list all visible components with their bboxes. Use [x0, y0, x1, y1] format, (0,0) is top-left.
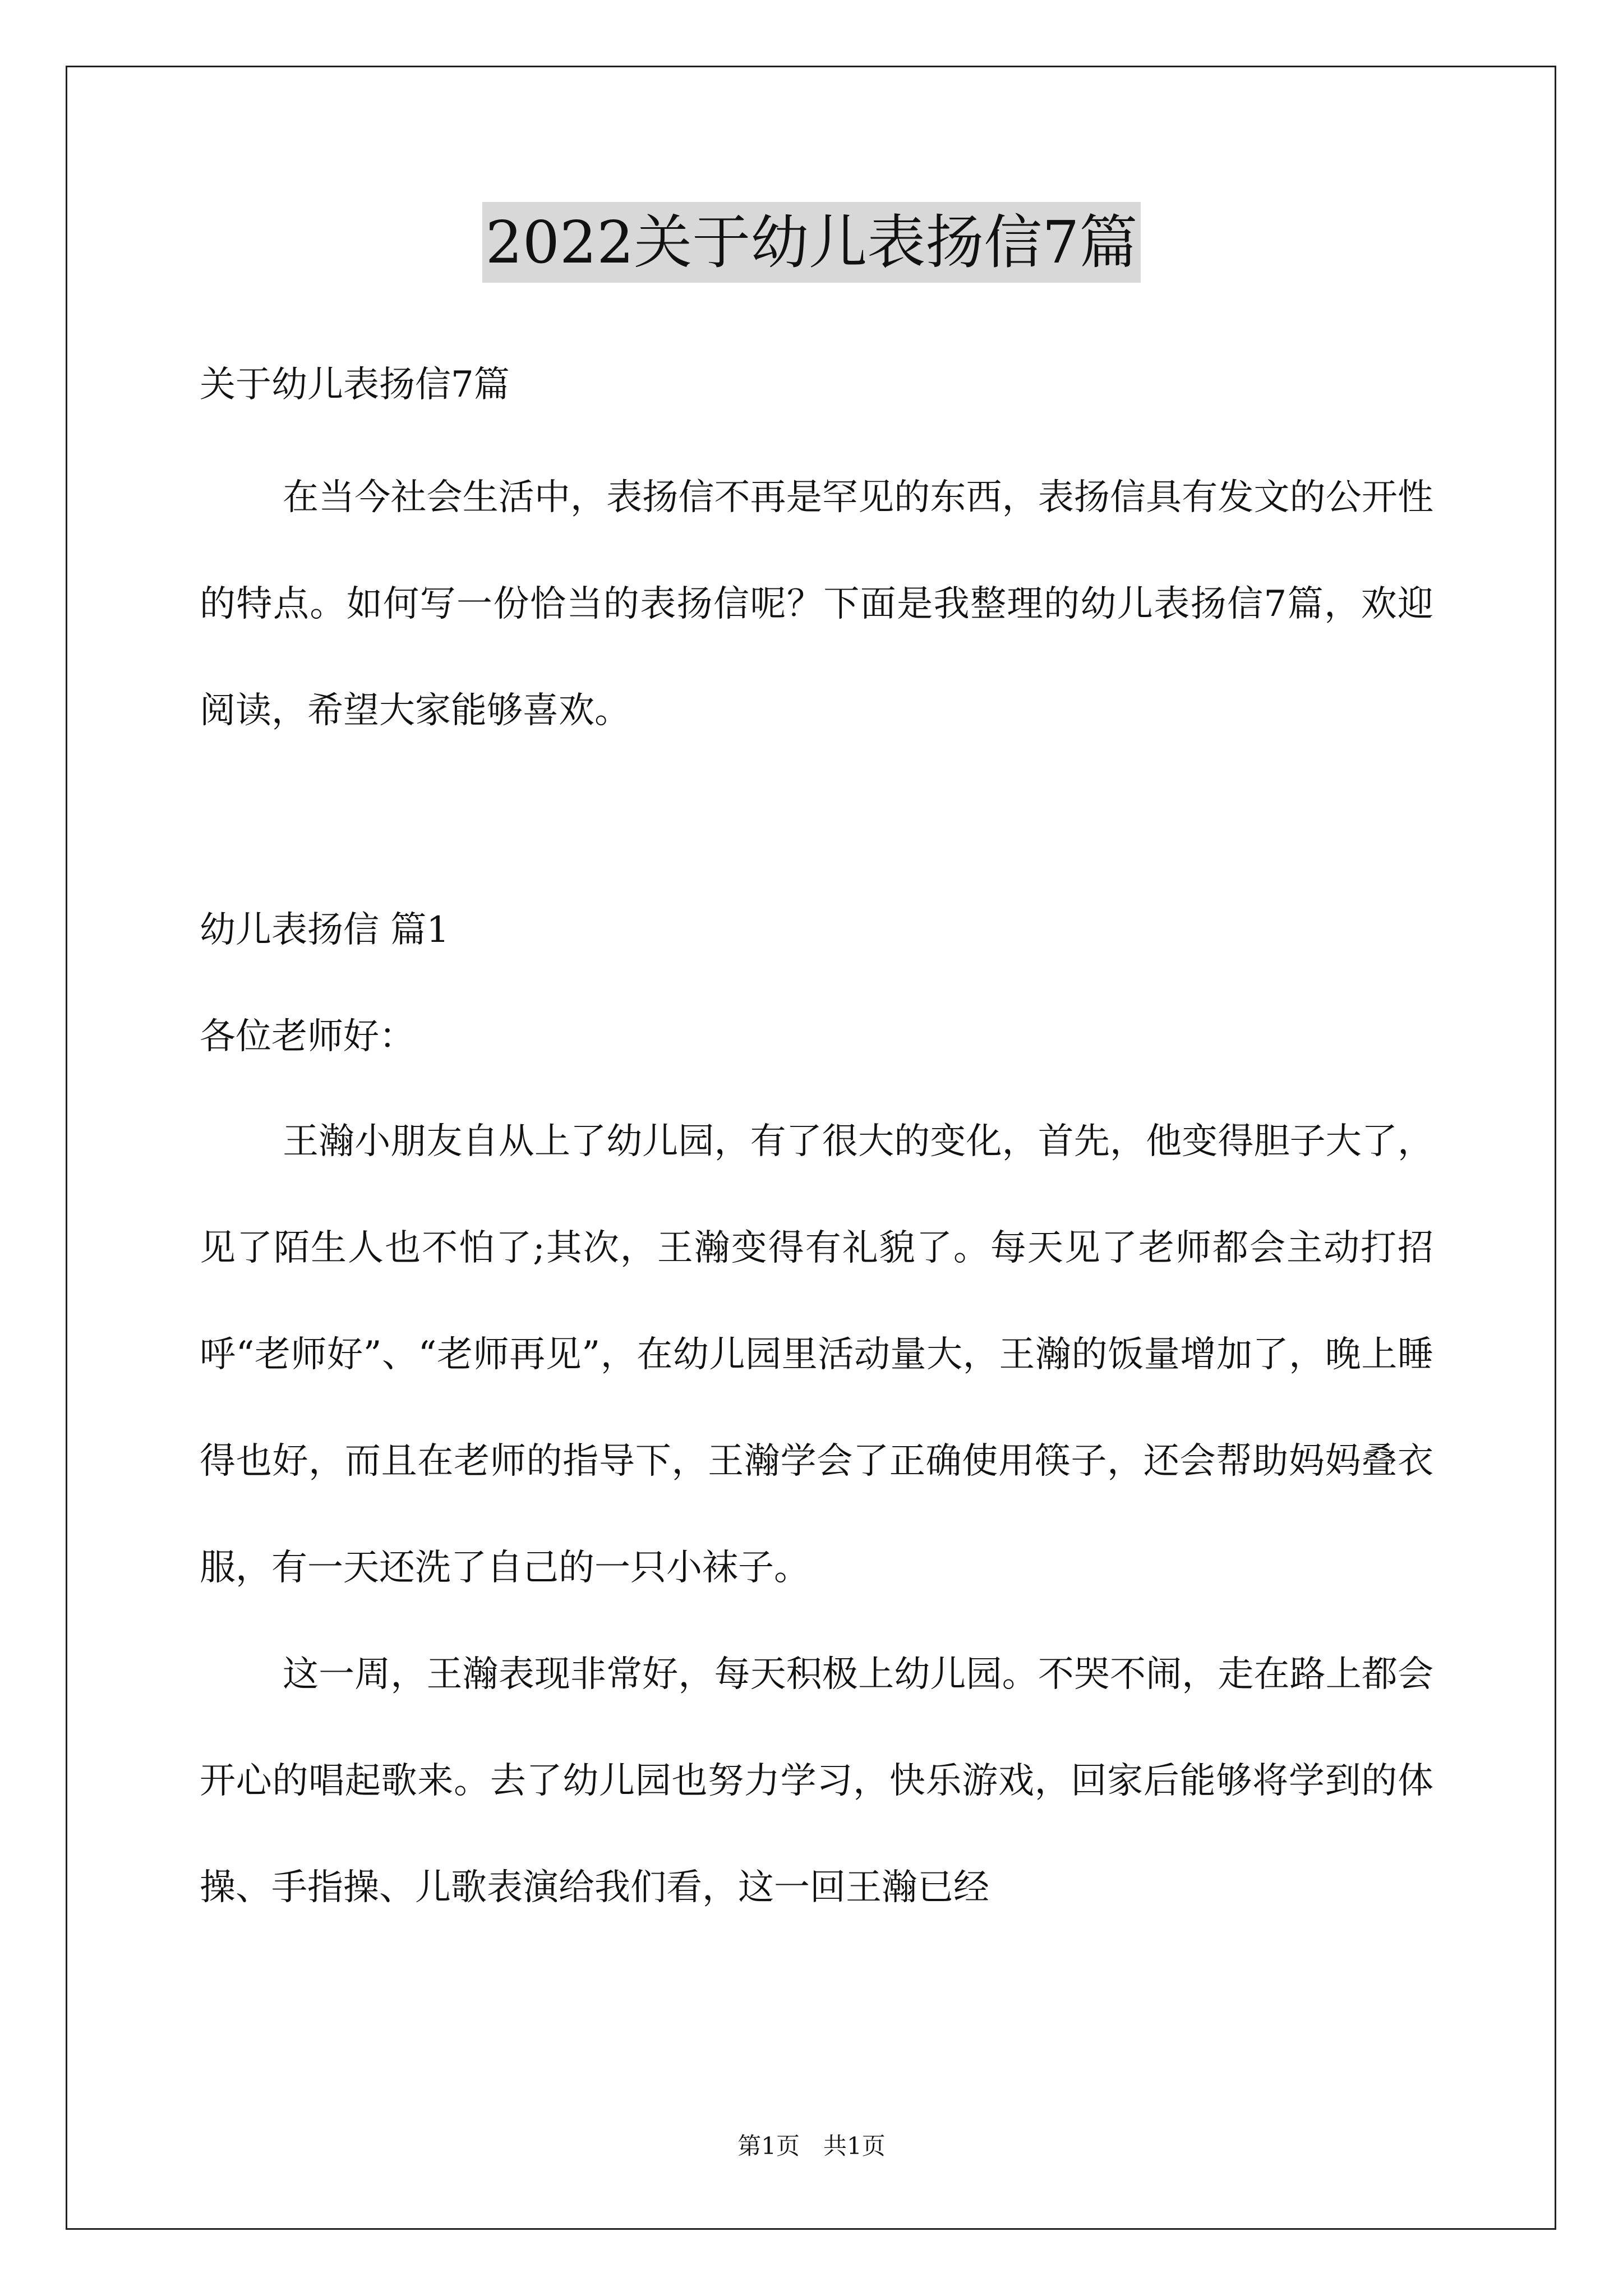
section-heading: 幼儿表扬信 篇1 [200, 909, 450, 951]
body-paragraph: 这一周，王瀚表现非常好，每天积极上幼儿园。不哭不闹，走在路上都会开心的唱起歌来。去了幼儿园也努力学习，快乐游戏，回家后能够将学到的体操、手指操、儿歌表演给我们看，这一回王瀚已经 [200, 1654, 1433, 1908]
document-body [200, 314, 1433, 1941]
document-subtitle: 关于幼儿表扬信7篇 [200, 364, 510, 406]
document-title: 2022关于幼儿表扬信7篇 [482, 202, 1141, 283]
letter-salutation: 各位老师好： [200, 1016, 415, 1057]
title-container [0, 202, 1623, 283]
body-paragraph: 王瀚小朋友自从上了幼儿园，有了很大的变化，首先，他变得胆子大了，见了陌生人也不怕了;其次，王瀚变得有礼貌了。每天见了老师都会主动打招呼“老师好”、“老师再见”，在幼儿园里活动量大，王瀚的饭量增加了，晚上睡得也好，而且在老师的指导下，王瀚学会了正确使用筷子，还会帮助妈妈叠衣服，有一天还洗了自己的一只小袜子。 [200, 1121, 1433, 1589]
page-footer: 第1页 共1页 [737, 2132, 886, 2160]
intro-paragraph: 在当今社会生活中，表扬信不再是罕见的东西，表扬信具有发文的公开性的特点。如何写一份恰当的表扬信呢？下面是我整理的幼儿表扬信7篇，欢迎阅读，希望大家能够喜欢。 [200, 477, 1433, 731]
